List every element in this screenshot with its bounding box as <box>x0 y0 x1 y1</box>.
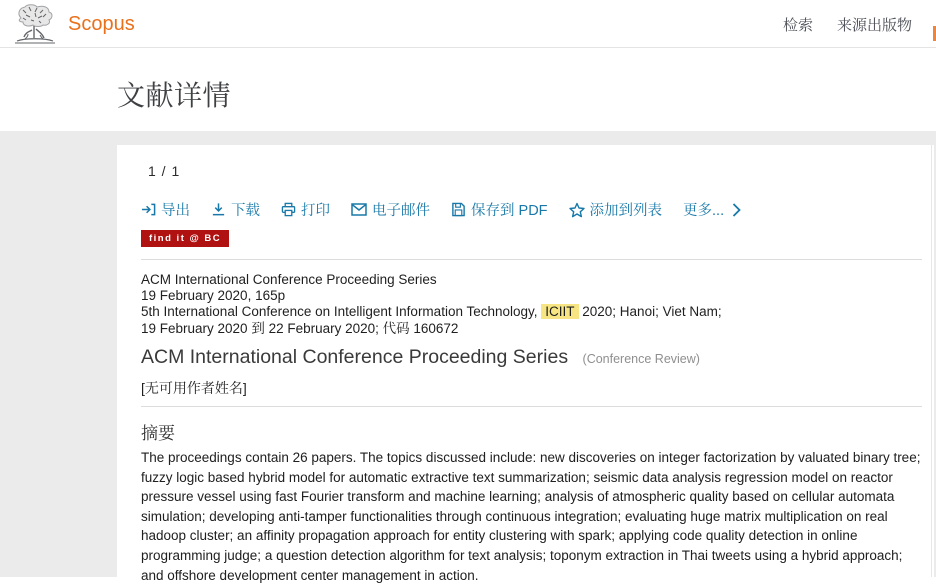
conference-post: 2020; Hanoi; Viet Nam; 19 February 2020 到 22 February 2020; 代码 160672 <box>141 304 722 336</box>
email-label: 电子邮件 <box>372 203 430 219</box>
abstract-text: The proceedings contain 26 papers. The topics discussed include: new discoveries on integer factorization by valuated binary tree; fuzzy logic based hybrid model for automatic extractive text summarization; seismic data analysis regression model on reactor pressure vessel using fast Fourier transform and machine learning; analysis of atmospheric quality based on cellular automata simulation; developing anti-tamper functionalities through continuous integration; evaluating huge matrix multiplication on real hadoop cluster; an affinity propagation approach for entity clustering with spark; applying code quality detection in online programming judge; a question detection algorithm for text analysis; toponym extraction in Thai tweets using a hybrid approach; and offshore development center management in action. <box>141 450 921 583</box>
print-label: 打印 <box>301 203 330 219</box>
page-title: 文献详情 <box>117 80 232 111</box>
abstract-heading: 摘要 <box>141 424 175 443</box>
email-icon <box>351 203 367 216</box>
star-icon <box>569 202 585 218</box>
chevron-right-icon <box>732 203 741 217</box>
page-title-band <box>0 48 936 131</box>
download-icon <box>211 202 226 217</box>
print-icon <box>281 202 296 217</box>
email-button[interactable] <box>351 199 430 220</box>
document-toolbar <box>141 199 741 220</box>
add-to-list-label: 添加到列表 <box>589 203 663 219</box>
content-background <box>0 131 936 583</box>
export-label: 导出 <box>161 203 190 219</box>
nav-item-search[interactable]: 检索 <box>782 16 813 34</box>
source-series: ACM International Conference Proceeding Series <box>141 272 437 287</box>
print-button[interactable] <box>281 199 330 220</box>
export-button[interactable] <box>141 199 190 220</box>
highlighted-term: ICIIT <box>541 304 578 319</box>
top-nav <box>783 0 912 48</box>
document-card <box>117 145 934 583</box>
export-icon <box>141 202 156 217</box>
document-title: ACM International Conference Proceeding Series <box>141 346 569 368</box>
card-right-divider <box>931 145 932 577</box>
findit-bc-button[interactable]: find it @ BC <box>141 230 229 247</box>
scopus-brand[interactable]: Scopus <box>68 13 135 35</box>
elsevier-tree-icon <box>11 4 59 44</box>
authors-unavailable: [无可用作者姓名] <box>141 380 247 396</box>
document-title-row <box>141 346 921 369</box>
divider-top <box>141 259 922 260</box>
save-pdf-button[interactable] <box>451 199 548 220</box>
source-info <box>141 272 737 337</box>
save-pdf-label: 保存到 PDF <box>471 203 548 219</box>
conference-pre: 5th International Conference on Intelligent Information Technology, <box>141 304 542 320</box>
document-type-label: (Conference Review) <box>582 352 700 366</box>
elsevier-tree-logo[interactable] <box>11 4 59 44</box>
divider-authors <box>141 406 922 407</box>
source-date-pages: 19 February 2020, 165p <box>141 288 286 304</box>
download-button[interactable] <box>211 199 260 220</box>
top-header <box>0 0 936 48</box>
add-to-list-button[interactable] <box>569 199 663 220</box>
result-pager: 1 / 1 <box>148 163 181 179</box>
download-label: 下载 <box>231 203 260 219</box>
save-pdf-icon <box>451 202 466 217</box>
more-button[interactable] <box>683 199 741 220</box>
nav-item-sources[interactable]: 来源出版物 <box>836 16 912 34</box>
more-label: 更多... <box>683 203 725 219</box>
conference-info <box>141 304 737 336</box>
